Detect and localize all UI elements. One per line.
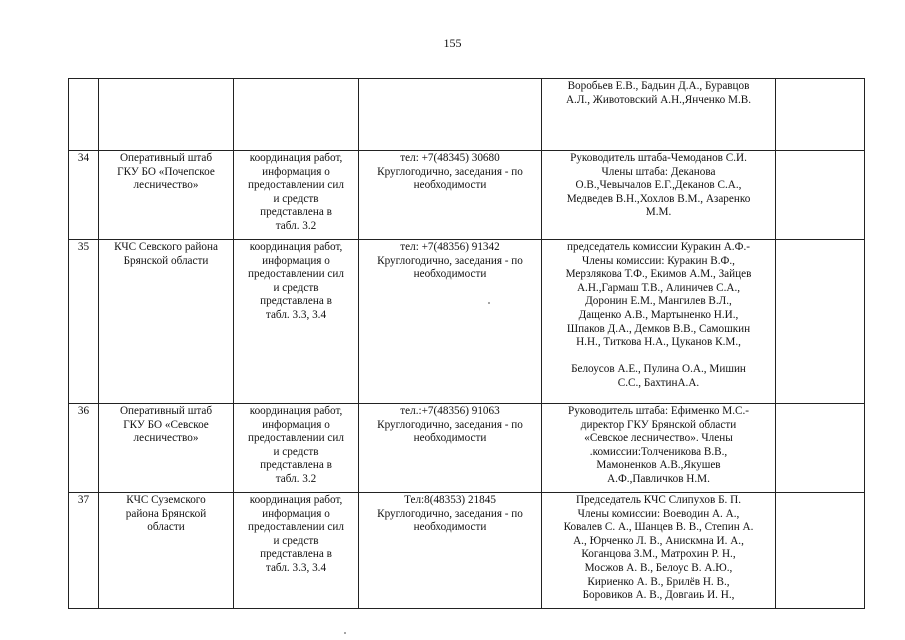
cell-text-line: Круглогодично, заседания - по: [377, 254, 523, 267]
row-number-cell: [69, 493, 99, 609]
cell-text-line: необходимости: [413, 179, 487, 192]
composition-cell: [542, 240, 776, 404]
contact-cell: [359, 240, 542, 404]
cell-text-line: Мамоненков А.В.,Якушев: [596, 459, 721, 472]
cell-text-line: табл. 3.3, 3.4: [265, 561, 327, 574]
body-name-cell: [99, 240, 234, 404]
commissions-table: [68, 78, 865, 609]
cell-text-line: Коганцова З.М., Матрохин Р. Н.,: [581, 548, 736, 561]
cell-text-line: области: [147, 521, 185, 534]
row-number-cell: [69, 151, 99, 240]
cell-text-line: предоставлении сил: [248, 521, 344, 534]
cell-text-line: Руководитель штаба-Чемоданов С.И.: [570, 152, 747, 164]
cell-text-line: Круглогодично, заседания - по: [377, 418, 523, 431]
contact-cell: [359, 404, 542, 493]
cell-text-line: ГКУ БО «Почепское: [117, 165, 215, 178]
page-number: 155: [443, 36, 462, 50]
cell-text-line: А.Н.,Гармаш Т.В., Алиничев С.А.,: [576, 281, 741, 294]
cell-text-line: предоставлении сил: [248, 179, 344, 192]
cell-text-line: тел.:+7(48356) 91063: [400, 405, 500, 417]
function-cell: [234, 79, 359, 151]
cell-text-line: необходимости: [413, 521, 487, 534]
cell-text-line: Ковалев С. А., Шанцев В. В., Степин А.: [563, 521, 754, 534]
cell-text-line: Воробьев Е.В., Бадьин Д.А., Буравцов: [567, 80, 750, 92]
cell-text-line: информация о: [262, 254, 330, 267]
cell-text-line: района Брянской: [125, 507, 207, 520]
cell-text-line: предоставлении сил: [248, 432, 344, 445]
cell-text-line: Мосжов А. В., Белоус В. А.Ю.,: [584, 561, 733, 574]
body-name-cell: [99, 404, 234, 493]
cell-text-line: Председатель КЧС Слипухов Б. П.: [576, 494, 741, 506]
contact-cell: [359, 79, 542, 151]
cell-text-line: и средств: [273, 281, 319, 294]
cell-text-line: информация о: [262, 165, 330, 178]
cell-text-line: и средств: [273, 192, 319, 205]
cell-text-line: Оперативный штаб: [119, 152, 213, 164]
cell-text-line: Дащенко А.В., Мартыненко Н.И.,: [578, 308, 739, 321]
row-number: 36: [77, 405, 90, 417]
scan-speck: [344, 632, 346, 634]
cell-text-line: КЧС Севского района: [114, 241, 218, 253]
row-number: 35: [77, 241, 90, 253]
row-number-cell: [69, 404, 99, 493]
scan-speck: [488, 302, 490, 304]
empty-cell: [776, 79, 865, 151]
function-cell: [234, 493, 359, 609]
cell-text-line: М.М.: [645, 206, 672, 219]
cell-text-line: Тел:8(48353) 21845: [404, 494, 496, 506]
cell-text-line: координация работ,: [249, 152, 343, 164]
empty-cell: [776, 404, 865, 493]
empty-cell: [776, 240, 865, 404]
cell-text-line: директор ГКУ Брянской области: [580, 418, 737, 431]
cell-text-line: Члены штаба: Деканова: [601, 165, 716, 178]
body-name-cell: [99, 493, 234, 609]
row-number-cell: [69, 79, 99, 151]
cell-text-line: КЧС Суземского: [126, 494, 206, 506]
cell-text-line: тел: +7(48356) 91342: [400, 241, 500, 253]
cell-text-line: Круглогодично, заседания - по: [377, 165, 523, 178]
cell-text-line: и средств: [273, 534, 319, 547]
cell-text-line: «Севское лесничество». Члены: [584, 432, 733, 445]
cell-text-line: необходимости: [413, 432, 487, 445]
cell-text-line: ГКУ БО «Севское: [123, 418, 209, 431]
cell-text-line: С.С., БахтинА.А.: [617, 376, 700, 389]
cell-text-line: А.Л., Животовский А.Н.,Янченко М.В.: [565, 93, 752, 106]
cell-text-line: А.Ф.,Павличков Н.М.: [607, 472, 710, 485]
cell-text-line: информация о: [262, 507, 330, 520]
cell-text-line: Шпаков Д.А., Демков В.В., Самошкин: [566, 322, 751, 335]
cell-text-line: табл. 3.2: [275, 219, 317, 232]
function-cell: [234, 151, 359, 240]
cell-text-line: лесничество»: [133, 432, 199, 445]
row-number: 37: [77, 494, 90, 506]
cell-text-line: представлена в: [260, 295, 332, 308]
cell-text-line: Брянской области: [123, 254, 209, 267]
cell-text-line: Боровиков А. В., Довгаиь И. Н.,: [582, 589, 735, 602]
cell-text-line: Члены комиссии: Куракин В.Ф.,: [582, 254, 735, 267]
composition-cell: [542, 404, 776, 493]
function-cell: [234, 240, 359, 404]
cell-text-line: Оперативный штаб: [119, 405, 213, 417]
empty-cell: [776, 151, 865, 240]
cell-text-line: табл. 3.3, 3.4: [265, 308, 327, 321]
cell-text-line: Белоусов А.Е., Пулина О.А., Мишин: [571, 363, 746, 376]
cell-text-line: и средств: [273, 445, 319, 458]
table-row: [69, 404, 865, 493]
cell-text-line: Члены комиссии: Воеводин А. А.,: [577, 507, 740, 520]
body-name-cell: [99, 79, 234, 151]
cell-text-line: координация работ,: [249, 405, 343, 417]
cell-text-line: табл. 3.2: [275, 472, 317, 485]
cell-text-line: .комиссии:Толченикова В.В.,: [589, 445, 728, 458]
cell-text-line: координация работ,: [249, 494, 343, 506]
body-name-cell: [99, 151, 234, 240]
contact-cell: [359, 493, 542, 609]
row-number-cell: [69, 240, 99, 404]
cell-text-line: Н.Н., Титкова Н.А., Цуканов К.М.,: [576, 336, 741, 349]
row-number: 34: [77, 152, 90, 164]
cell-text-line: Круглогодично, заседания - по: [377, 507, 523, 520]
cell-text-line: представлена в: [260, 459, 332, 472]
cell-text-line: тел: +7(48345) 30680: [400, 152, 500, 164]
cell-text-line: председатель комиссии Куракин А.Ф.-: [567, 241, 750, 253]
cell-text-line: Медведев В.Н.,Хохлов В.М., Азаренко: [566, 192, 751, 205]
cell-text-line: [544, 350, 773, 364]
cell-text-line: А., Юрченко Л. В., Анискмна И. А.,: [573, 534, 744, 547]
function-cell: [234, 404, 359, 493]
cell-text-line: Руководитель штаба: Ефименко М.С.-: [567, 405, 750, 417]
table-row: [69, 493, 865, 609]
composition-cell: [542, 79, 776, 151]
table-row: [69, 151, 865, 240]
cell-text-line: представлена в: [260, 206, 332, 219]
composition-cell: [542, 493, 776, 609]
cell-text-line: необходимости: [413, 268, 487, 281]
cell-text-line: предоставлении сил: [248, 268, 344, 281]
cell-text-line: Доронин Е.М., Мангилев В.Л.,: [585, 295, 732, 308]
cell-text-line: представлена в: [260, 548, 332, 561]
cell-text-line: Кириенко А. В., Брилёв Н. В.,: [587, 575, 730, 588]
cell-text-line: Мерзлякова Т.Ф., Екимов А.М., Зайцев: [565, 268, 752, 281]
composition-cell: [542, 151, 776, 240]
cell-text-line: координация работ,: [249, 241, 343, 253]
table-row: [69, 240, 865, 404]
cell-text-line: лесничество»: [133, 179, 199, 192]
cell-text-line: О.В.,Чевычалов Е.Г.,Деканов С.А.,: [575, 179, 742, 192]
empty-cell: [776, 493, 865, 609]
contact-cell: [359, 151, 542, 240]
table-row: [69, 79, 865, 151]
cell-text-line: информация о: [262, 418, 330, 431]
